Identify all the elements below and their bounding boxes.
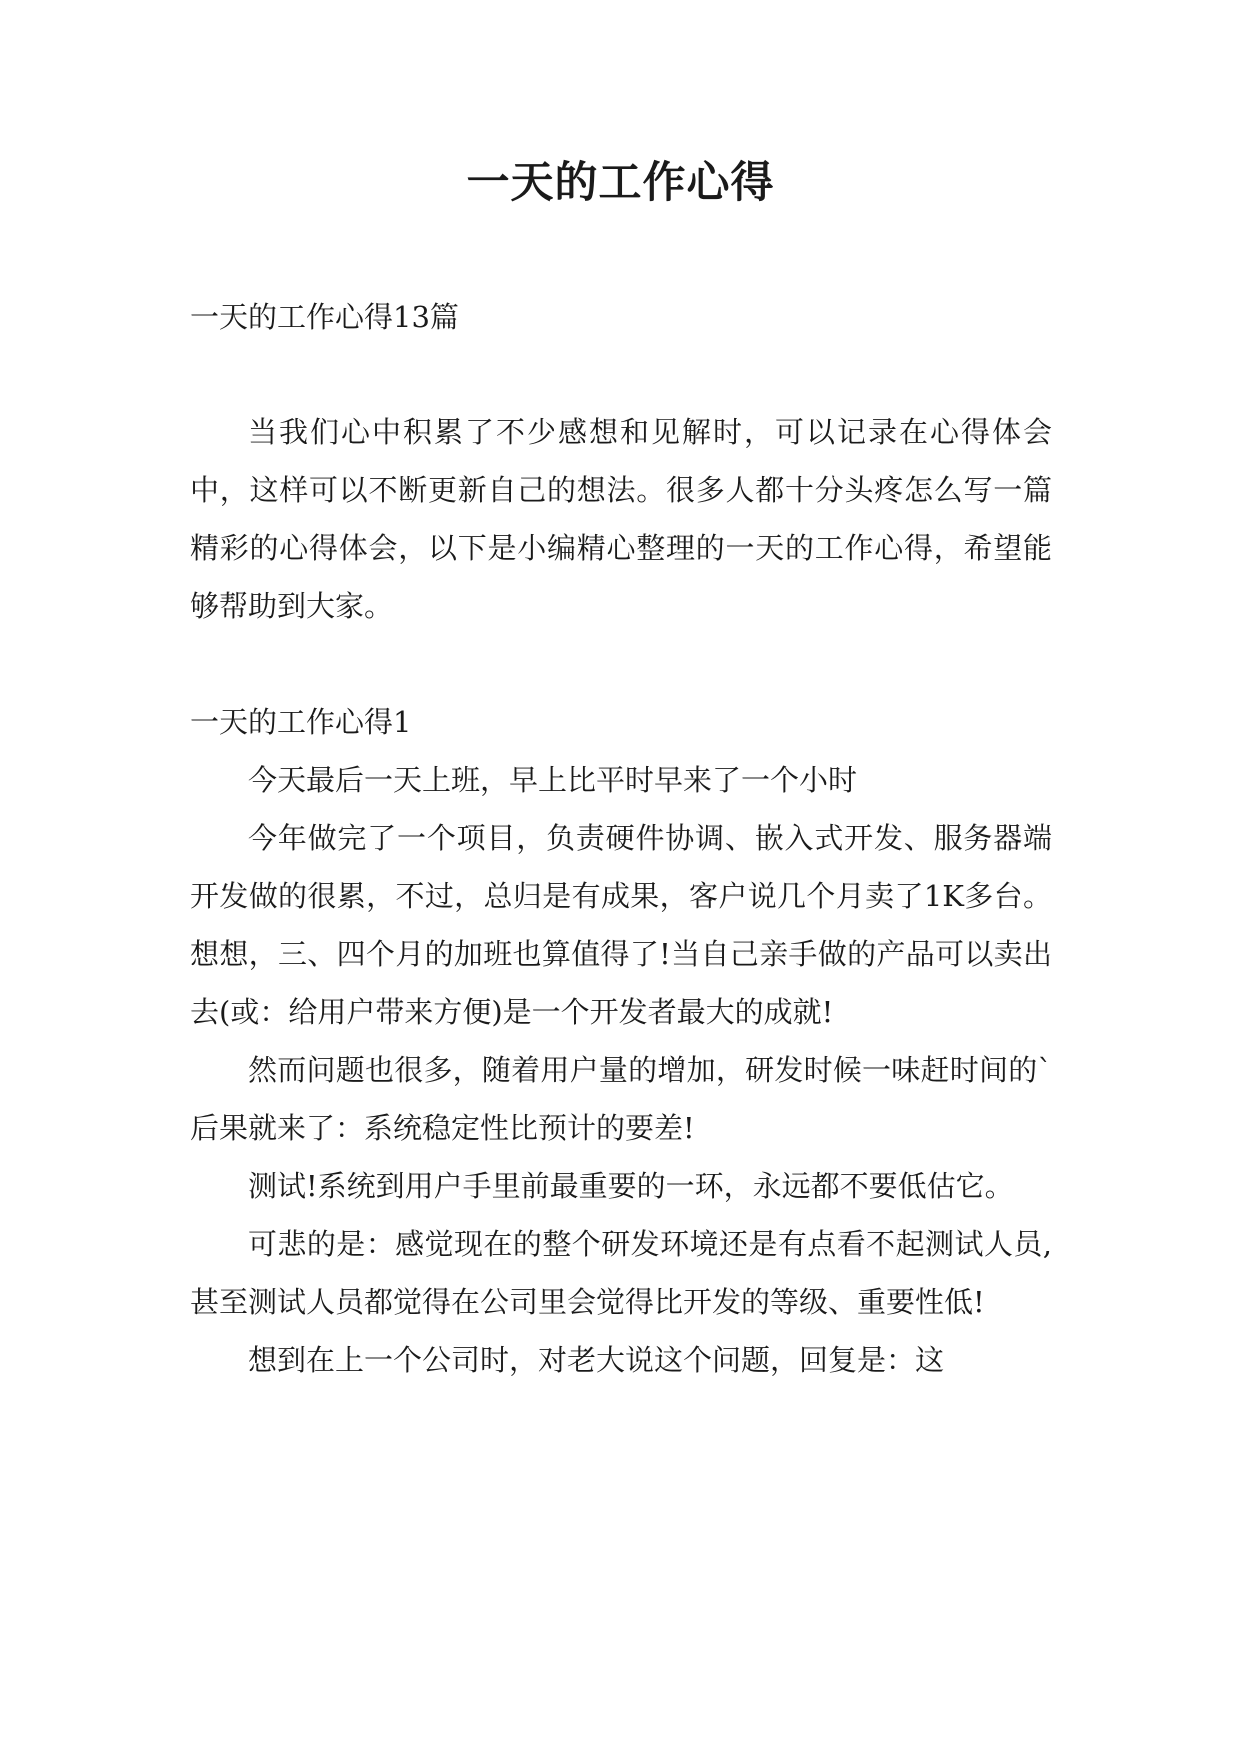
document-body [190, 288, 1052, 1389]
body-paragraph: 可悲的是：感觉现在的整个研发环境还是有点看不起测试人员,甚至测试人员都觉得在公司里会觉得比开发的等级、重要性低! [190, 1227, 1052, 1319]
section-heading: 一天的工作心得1 [190, 705, 412, 739]
intro-paragraph: 当我们心中积累了不少感想和见解时，可以记录在心得体会中，这样可以不断更新自己的想法。很多人都十分头疼怎么写一篇精彩的心得体会，以下是小编精心整理的一天的工作心得，希望能够帮助到大家。 [190, 415, 1052, 623]
body-paragraph: 想到在上一个公司时，对老大说这个问题，回复是：这 [248, 1343, 945, 1377]
document-subtitle: 一天的工作心得13篇 [190, 300, 459, 334]
body-paragraph: 今年做完了一个项目，负责硬件协调、嵌入式开发、服务器端开发做的很累，不过，总归是有成果，客户说几个月卖了1K多台。想想，三、四个月的加班也算值得了!当自己亲手做的产品可以卖出去(或：给用户带来方便)是一个开发者最大的成就! [190, 821, 1052, 1029]
body-paragraph: 测试!系统到用户手里前最重要的一环，永远都不要低估它。 [248, 1169, 1014, 1203]
body-paragraph: 然而问题也很多，随着用户量的增加，研发时候一味赶时间的`后果就来了：系统稳定性比预计的要差! [190, 1053, 1052, 1145]
body-paragraph: 今天最后一天上班，早上比平时早来了一个小时 [248, 763, 858, 797]
document-title: 一天的工作心得 [466, 158, 775, 208]
